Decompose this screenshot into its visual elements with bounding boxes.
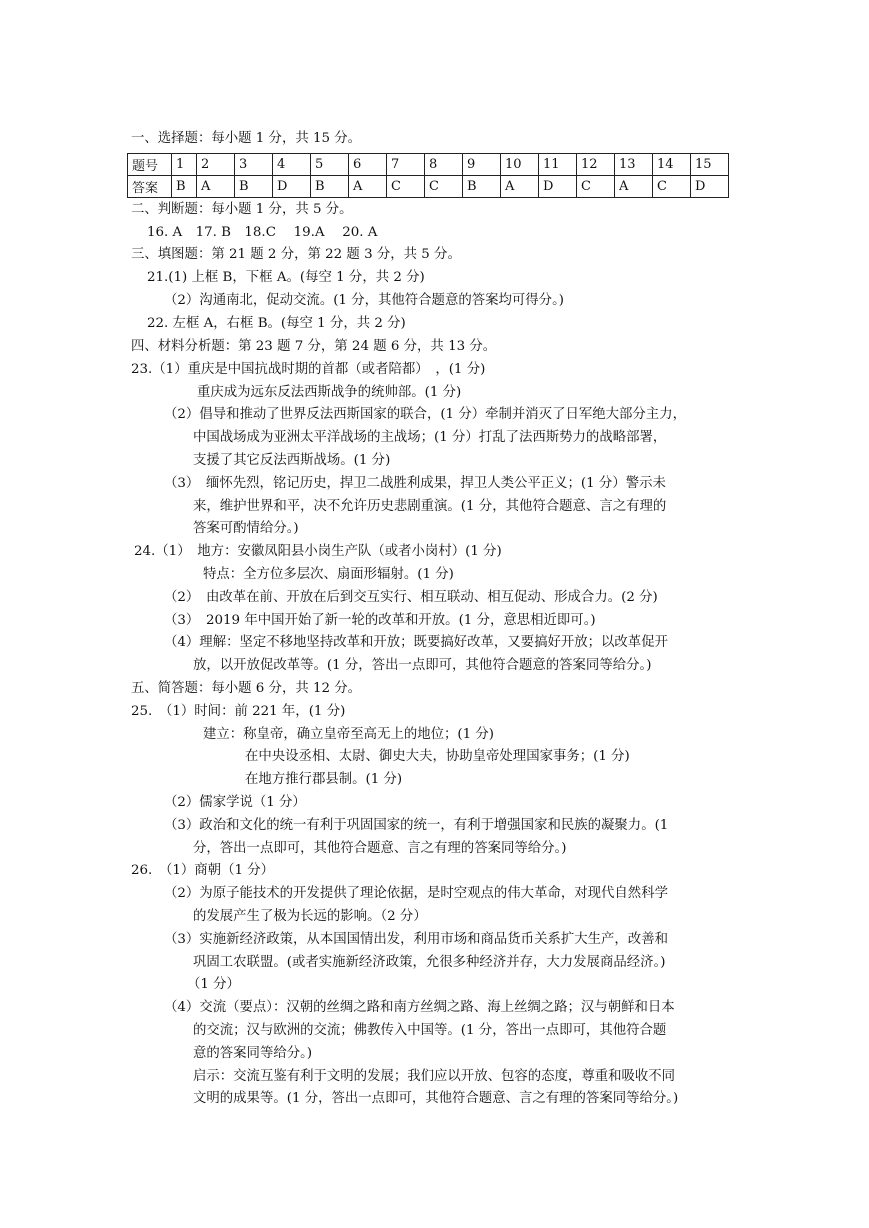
answer-line: 21.(1) 上框 B，下框 A。(每空 1 分，共 2 分) xyxy=(147,270,425,285)
answer-line: 巩固工农联盟。(或者实施新经济政策，允很多种经济并存，大力发展商品经济。) xyxy=(193,955,666,970)
answer-line: （1 分） xyxy=(187,977,240,992)
answer-line: 在地方推行郡县制。(1 分) xyxy=(245,772,403,787)
section-2-title: 二、判断题：每小题 1 分，共 5 分。 xyxy=(131,202,353,217)
answer-line: 中国战场成为亚洲太平洋战场的主战场；(1 分）打乱了法西斯势力的战略部署， xyxy=(193,430,667,445)
table-cell: 12 xyxy=(577,154,615,176)
table-row-answers xyxy=(128,176,729,198)
answer-line: （2）儒家学说（1 分） xyxy=(164,795,306,810)
table-cell: A xyxy=(501,176,539,198)
section-5-title: 五、简答题：每小题 6 分，共 12 分。 xyxy=(131,681,362,696)
answer-line: （2）沟通南北，促动交流。(1 分，其他符合题意的答案均可得分。) xyxy=(164,293,564,308)
table-cell: 3 xyxy=(235,154,273,176)
table-cell: A xyxy=(349,176,387,198)
answer-line: 来，维护世界和平，决不允许历史悲剧重演。(1 分，其他符合题意、言之有理的 xyxy=(193,499,667,514)
table-cell: 15 xyxy=(691,154,729,176)
answer-line: 支援了其它反法西斯战场。(1 分) xyxy=(193,453,391,468)
table-cell: 1 xyxy=(172,154,197,176)
table-cell: D xyxy=(691,176,729,198)
answer-line: 建立：称皇帝，确立皇帝至高无上的地位；(1 分) xyxy=(203,727,495,742)
answer-line: 答案可酌情给分。) xyxy=(193,521,299,536)
table-cell: 9 xyxy=(463,154,501,176)
section-2-answers: 16. A 17. B 18.C 19.A 20. A xyxy=(147,225,378,240)
table-cell: 10 xyxy=(501,154,539,176)
section-3-title: 三、填图题：第 21 题 2 分，第 22 题 3 分，共 5 分。 xyxy=(131,247,461,262)
answer-line: 在中央设丞相、太尉、御史大夫，协助皇帝处理国家事务；(1 分) xyxy=(245,749,630,764)
answer-line: 特点：全方位多层次、扇面形辐射。(1 分) xyxy=(203,567,454,582)
answer-line: （2）为原子能技术的开发提供了理论依据，是时空观点的伟大革命，对现代自然科学 xyxy=(164,886,668,901)
answer-line: （3） 缅怀先烈，铭记历史，捍卫二战胜利成果，捍卫人类公平正义；(1 分）警示未 xyxy=(164,476,666,491)
answer-line: （4）交流（要点）：汉朝的丝绸之路和南方丝绸之路、海上丝绸之路；汉与朝鲜和日本 xyxy=(164,1000,675,1015)
table-cell: B xyxy=(311,176,349,198)
answer-line: 22. 左框 A，右框 B。(每空 1 分，共 2 分) xyxy=(147,316,406,331)
table-cell: 2 xyxy=(197,154,235,176)
answer-line: 的交流；汉与欧洲的交流；佛教传入中国等。(1 分，答出一点即可，其他符合题 xyxy=(193,1023,667,1038)
table-cell: A xyxy=(615,176,653,198)
answer-line: 25. （1）时间：前 221 年，(1 分) xyxy=(131,704,346,719)
table-cell: C xyxy=(425,176,463,198)
answer-line: 文明的成果等。(1 分，答出一点即可，其他符合题意、言之有理的答案同等给分。) xyxy=(193,1091,679,1106)
table-cell: D xyxy=(273,176,311,198)
answer-line: 重庆成为远东反法西斯战争的统帅部。(1 分) xyxy=(197,385,462,400)
table-cell: 8 xyxy=(425,154,463,176)
answer-line: 放，以开放促改革等。(1 分，答出一点即可，其他符合题意的答案同等给分。) xyxy=(193,658,652,673)
table-cell: 11 xyxy=(539,154,577,176)
answer-line: 的发展产生了极为长远的影响。（2 分） xyxy=(193,909,427,924)
row-label-question-number: 题号 xyxy=(128,154,172,176)
table-cell: 7 xyxy=(387,154,425,176)
row-label-answer: 答案 xyxy=(128,176,172,198)
section-4-title: 四、材料分析题：第 23 题 7 分，第 24 题 6 分，共 13 分。 xyxy=(131,339,497,354)
table-cell: 14 xyxy=(653,154,691,176)
answer-line: （3）实施新经济政策，从本国国情出发，利用市场和商品货币关系扩大生产，改善和 xyxy=(164,932,668,947)
answer-line: （3）政治和文化的统一有利于巩固国家的统一，有利于增强国家和民族的凝聚力。(1 xyxy=(164,818,669,833)
table-cell: C xyxy=(387,176,425,198)
table-cell: A xyxy=(197,176,235,198)
answer-table xyxy=(127,153,729,198)
answer-line: （2）倡导和推动了世界反法西斯国家的联合，(1 分）牵制并消灭了日军绝大部分主力， xyxy=(164,407,686,422)
answer-line: （3） 2019 年中国开始了新一轮的改革和开放。(1 分，意思相近即可。) xyxy=(164,613,596,628)
table-cell: D xyxy=(539,176,577,198)
section-1-title: 一、选择题：每小题 1 分，共 15 分。 xyxy=(131,131,362,146)
table-row-numbers xyxy=(128,154,729,176)
answer-line: 意的答案同等给分。) xyxy=(193,1046,313,1061)
table-cell: C xyxy=(577,176,615,198)
answer-line: 启示：交流互鉴有利于文明的发展；我们应以开放、包容的态度，尊重和吸收不同 xyxy=(193,1069,676,1084)
table-cell: 13 xyxy=(615,154,653,176)
answer-line: 24.（1） 地方：安徽凤阳县小岗生产队（或者小岗村）(1 分) xyxy=(134,544,502,559)
answer-line: 23.（1）重庆是中国抗战时期的首都（或者陪都） ，(1 分) xyxy=(131,362,486,377)
answer-line: 分，答出一点即可，其他符合题意、言之有理的答案同等给分。) xyxy=(193,841,567,856)
table-cell: B xyxy=(172,176,197,198)
answer-line: （2） 由改革在前、开放在后到交互实行、相互联动、相互促动、形成合力。(2 分) xyxy=(164,590,658,605)
table-cell: 4 xyxy=(273,154,311,176)
table-cell: 6 xyxy=(349,154,387,176)
answer-line: （4）理解：坚定不移地坚持改革和开放；既要搞好改革，又要搞好开放；以改革促开 xyxy=(164,635,668,650)
table-cell: C xyxy=(653,176,691,198)
answer-line: 26. （1）商朝（1 分） xyxy=(131,863,275,878)
table-cell: B xyxy=(463,176,501,198)
table-cell: 5 xyxy=(311,154,349,176)
table-cell: B xyxy=(235,176,273,198)
